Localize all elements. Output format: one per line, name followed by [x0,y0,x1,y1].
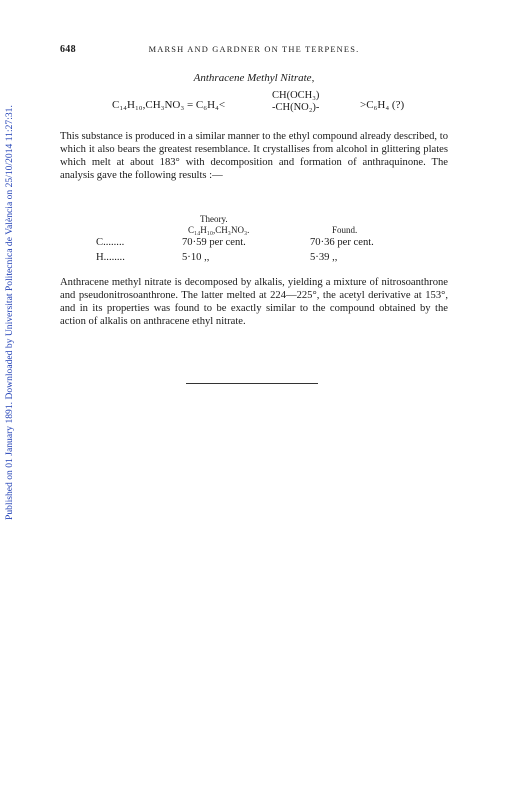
paragraph-preparation: This substance is produced in a similar manner to the ethyl compound already described, to which it also bears the greatest resemblance. It crystallises from alcohol in glittering plates which melt at about 183° with decomposition and formation of anthraquinone. The analysis gave the following results :— [60,131,448,181]
structural-formula [60,90,448,120]
table-row [96,237,448,251]
paragraph-decomposition: Anthracene methyl nitrate is decomposed by alkalis, yielding a mixture of nitrosoanthrone and pseudonitrosoanthrone. The latter melted at 224—225°, the acetyl derivative at 153°, and in its properties was found to be exactly similar to the compound obtained by the action of alkalis on anthracene ethyl nitrate. [60,277,448,327]
section-title: Anthracene Methyl Nitrate, [193,72,315,84]
running-head: MARSH AND GARDNER ON THE TERPENES. [148,45,360,54]
formula-stack [272,90,319,114]
row-element: H........ [96,252,125,263]
row-found-value: 5·39 ,, [310,252,338,263]
theory-formula: C₁₄H₁₀,CH₃NO₃. [188,225,250,235]
section-divider [186,383,318,384]
row-element: C........ [96,237,125,248]
row-theory-value: 70·59 per cent. [182,237,246,248]
download-watermark: Published on 01 January 1891. Downloaded by Universitat Politecnica de València on 25/10/2014 11:27:31. [4,105,15,520]
page-number: 648 [60,44,76,55]
row-found-value: 70·36 per cent. [310,237,374,248]
table-row [96,252,448,266]
formula-stack-bottom: -CH(NO₂)- [272,102,320,113]
found-header: Found. [332,225,358,235]
formula-right: >C₆H₄ (?) [360,99,405,111]
row-theory-value: 5·10 ,, [182,252,210,263]
formula-left: C₁₄H₁₀,CH₃NO₃ = C₆H₄< [112,99,226,111]
page-header [60,44,448,58]
formula-stack-top: CH(OCH₃) [272,90,320,101]
theory-header: Theory. [200,214,228,224]
